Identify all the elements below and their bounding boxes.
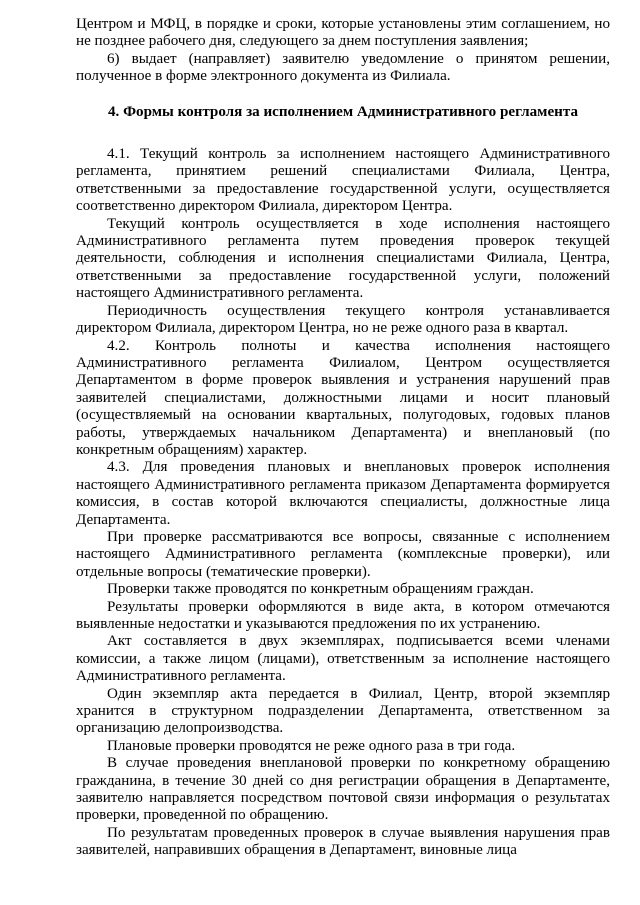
paragraph-current-control: Текущий контроль осуществляется в ходе исполнения настоящего Административного регламента путем проведения проверок текущей деятельности, соблюдения и исполнения специалистами Филиала, Центра, ответственными за предоставление государственной услуги, положений настоящего Административного регламента. [76,215,610,302]
paragraph-inspection-results: Результаты проверки оформляются в виде акта, в котором отмечаются выявленные недостатки и указываются предложения по их устранению. [76,598,610,632]
paragraph-complaint-inspections: Проверки также проводятся по конкретным обращениям граждан. [107,581,534,598]
paragraph-continuation: Центром и МФЦ, в порядке и сроки, которые установлены этим соглашением, но не позднее рабочего дня, следующего за днем поступления заявления; [76,16,610,50]
paragraph-inspection-scope: При проверке рассматриваются все вопросы, связанные с исполнением настоящего Административного регламента (комплексные проверки), или отдельные вопросы (тематические проверки). [76,528,610,580]
paragraph-violations: По результатам проведенных проверок в случае выявления нарушения прав заявителей, направивших обращения в Департамент, виновные лица [76,824,610,859]
paragraph-act-storage: Один экземпляр акта передается в Филиал, Центр, второй экземпляр хранится в структурном подразделении Департамента, ответственном за организацию делопроизводства. [76,685,610,737]
paragraph-planned-frequency: Плановые проверки проводятся не реже одного раза в три года. [107,737,516,754]
paragraph-item-6: 6) выдает (направляет) заявителю уведомление о принятом решении, полученное в форме электронного документа из Филиала. [76,50,610,85]
paragraph-4-2: 4.2. Контроль полноты и качества исполнения настоящего Административного регламента Филиалом, Центром осуществляется Департаментом в форме проверок выявления и устранения нарушений прав заявителей специалистами, должностными лицами и носит плановый (осуществляемый на основании квартальных, полугодовых, годовых планов работы, утверждаемых начальником Департамента) и внеплановый (по конкретным обращениям) характер. [76,337,610,458]
paragraph-unscheduled-inspection: В случае проведения внеплановой проверки по конкретному обращению гражданина, в течение 30 дней со дня регистрации обращения в Департаменте, заявителю направляется посредством почтовой связи информация о результатах проверки, проведенной по обращению. [76,755,610,824]
paragraph-4-1: 4.1. Текущий контроль за исполнением настоящего Административного регламента, принятием решений специалистами Филиала, Центра, ответственными за предоставление государственной услуги, осуществляется соответственно директором Филиала, директором Центра. [76,146,610,215]
paragraph-act-copies: Акт составляется в двух экземплярах, подписывается всеми членами комиссии, а также лицом (лицами), ответственным за исполнение настоящего Административного регламента. [76,633,610,685]
paragraph-4-3: 4.3. Для проведения плановых и внеплановых проверок исполнения настоящего Административного регламента приказом Департамента формируется комиссия, в состав которой включаются специалисты, должностные лица Департамента. [76,459,610,528]
section-heading: 4. Формы контроля за исполнением Административного регламента [107,103,578,120]
paragraph-periodicity: Периодичность осуществления текущего контроля устанавливается директором Филиала, директором Центра, но не реже одного раза в квартал. [76,302,610,337]
